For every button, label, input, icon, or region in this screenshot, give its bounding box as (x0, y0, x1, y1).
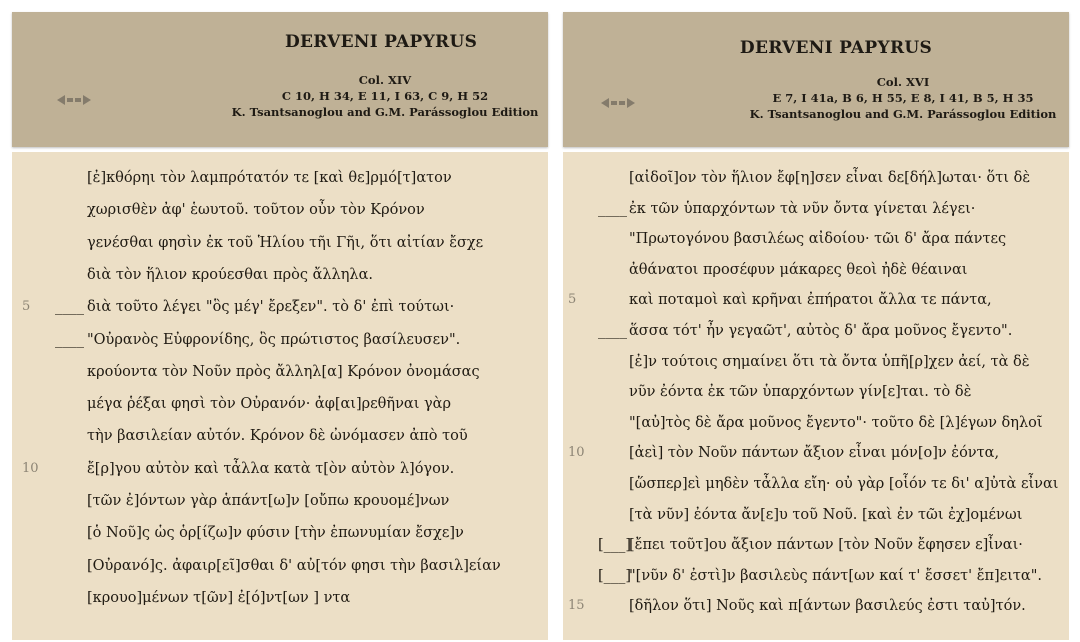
text-line (563, 346, 1069, 378)
text-line (12, 582, 548, 614)
paragraph-mark: ____ (598, 200, 627, 217)
text-line (12, 356, 548, 388)
edition-label: K. Tsantsanoglou and G.M. Parássoglou Edition (231, 105, 539, 119)
text-line (563, 499, 1069, 531)
column-refs: C 10, H 34, E 11, I 63, C 9, H 52 (281, 89, 489, 103)
next-arrow-icon[interactable] (83, 95, 91, 105)
paragraph-mark: [___] (598, 567, 632, 584)
left-header (12, 12, 548, 147)
line-text: διὰ τοῦτο λέγει "ὃς μέγ' ἔρεξεν". τὸ δ' ἐπὶ τούτωι· (87, 299, 455, 316)
column-label: Col. XVI (876, 75, 930, 89)
line-text: [κρουο]μένων τ[ῶν] ἐ[ό]ντ[ων ] ντα (87, 589, 351, 606)
text-line (12, 388, 548, 420)
next-arrow-icon[interactable] (627, 98, 635, 108)
column-info (215, 72, 555, 120)
line-text: [Οὐρανό]ς. ἀφαιρ[εῖ]σθαι δ' αὐ[τόν φησι τὴν βασιλ]είαν (87, 557, 501, 574)
paragraph-mark: ____ (598, 323, 627, 339)
line-text: "[αὐ]τὸς δὲ ἄρα μοῦνος ἔγεντο"· τοῦτο δὲ [λ]έγων δηλοῖ (629, 414, 1043, 431)
line-text: ἀθάνατοι προσέφυν μάκαρες θεοὶ ἠδὲ θέαιναι (629, 261, 968, 278)
edition-label: K. Tsantsanoglou and G.M. Parássoglou Edition (749, 107, 1057, 121)
text-line (12, 324, 548, 356)
page-title: DERVENI PAPYRUS (739, 38, 933, 58)
text-line (563, 284, 1069, 316)
text-line (563, 254, 1069, 286)
text-line (563, 193, 1069, 225)
line-text: [ἐ]κθόρηι τὸν λαμπρότατόν τε [καὶ θε]ρμό[τ]ατον (87, 170, 452, 186)
text-line (12, 194, 548, 226)
line-text: ἐκ τῶν ὑπαρχόντων τὰ νῦν ὄντα γίνεται λέγει· (629, 200, 976, 217)
text-line (563, 315, 1069, 347)
right-panel (563, 12, 1069, 615)
line-text: μέγα ῥέξαι φησὶ τὸν Οὐρανόν· ἀφ[αι]ρεθῆναι γὰρ (87, 396, 451, 413)
line-text: "[νῦν δ' ἐστὶ]ν βασιλεὺς πάντ[ων καί τ' ἔσσετ' ἔπ]ειτα". (629, 567, 1042, 584)
line-text: καὶ ποταμοὶ καὶ κρῆναι ἐπήρατοι ἄλλα τε πάντα, (629, 292, 992, 309)
text-line (563, 468, 1069, 500)
page-title: DERVENI PAPYRUS (285, 32, 478, 52)
next-arrow-stem (619, 101, 625, 105)
text-line (12, 485, 548, 517)
line-text: [ἀεὶ] τὸν Νοῦν πάντων ἄξιον εἶναι μόν[ο]ν ἐόντα, (629, 445, 1000, 462)
line-text: [ὥσπερ]εὶ μηδὲν τἆλλα εἴη· οὐ γὰρ [οἷόν τε δι' α]ὐτὰ εἶναι (629, 476, 1059, 492)
column-refs: E 7, I 41a, B 6, H 55, E 8, I 41, B 5, H 35 (772, 91, 1034, 105)
line-text: τὴν βασιλείαν αὐτόν. Κρόνον δὲ ὠνόμασεν ἀπὸ τοῦ (87, 428, 468, 445)
line-number: 10 (22, 460, 39, 476)
right-nav (601, 98, 635, 108)
next-arrow-stem (75, 98, 81, 102)
left-panel (12, 12, 548, 606)
line-number: 5 (22, 299, 31, 315)
prev-arrow-icon[interactable] (601, 98, 609, 108)
text-line (563, 529, 1069, 561)
line-text: χωρισθὲν ἀφ' ἑωυτοῦ. τοῦτον οὖν τὸν Κρόνον (87, 202, 425, 219)
line-text: [τὰ νῦν] ἐόντα ἄν[ε]υ τοῦ Νοῦ. [καὶ ἐν τῶι ἐχ]ομένωι (629, 506, 1023, 523)
prev-arrow-icon[interactable] (57, 95, 65, 105)
text-line (12, 227, 548, 259)
line-text: "Οὐρανὸς Εὐφρονίδης, ὃς πρώτιστος βασίλευσεν". (87, 331, 461, 348)
text-line (563, 590, 1069, 622)
line-number: 10 (568, 445, 585, 461)
text-line (12, 517, 548, 549)
text-line (12, 259, 548, 291)
line-text: κρούοντα τὸν Νοῦν πρὸς ἄλληλ[α] Κρόνον ὀνομάσας (87, 363, 480, 380)
text-line (563, 376, 1069, 408)
line-text: νῦν ἐόντα ἐκ τῶν ὑπαρχόντων γίν[ε]ται. τὸ δὲ (629, 384, 972, 401)
paragraph-mark: ____ (55, 331, 84, 348)
line-number: 15 (568, 598, 585, 614)
text-line (12, 453, 548, 485)
column-info (733, 74, 1073, 122)
text-line (12, 291, 548, 323)
line-text: διὰ τὸν ἥλιον κρούεσθαι πρὸς ἄλληλα. (87, 266, 374, 283)
text-line (12, 162, 548, 194)
left-text-body (12, 152, 548, 640)
paragraph-mark: ____ (55, 299, 84, 316)
text-line (563, 437, 1069, 469)
text-line (563, 162, 1069, 194)
line-text: [ἐ]ν τούτοις σημαίνει ὅτι τὰ ὄντα ὑπῆ[ρ]χεν ἀεί, τὰ δὲ (629, 353, 1030, 370)
text-line (12, 550, 548, 582)
line-text: [ἔπει τοῦτ]ου ἄξιον πάντων [τὸν Νοῦν ἔφησεν ε]ἶναι· (629, 537, 1023, 554)
line-text: [δῆλον ὅτι] Νοῦς καὶ π[άντων βασιλεύς ἐστι ταὐ]τόν. (629, 598, 1026, 615)
prev-arrow-stem (67, 98, 73, 102)
right-text-body (563, 152, 1069, 640)
line-number: 5 (568, 292, 577, 308)
line-text: [αἰδοῖ]ον τὸν ἥλιον ἔφ[η]σεν εἶναι δε[δήλ]ωται· ὅτι δὲ (629, 170, 1031, 186)
text-line (563, 223, 1069, 255)
line-text: [ὁ Νοῦ]ς ὡς ὁρ[ίζω]ν φύσιν [τὴν ἐπωνυμίαν ἔσχε]ν (87, 525, 464, 542)
line-text: "Πρωτογόνου βασιλέως αἰδοίου· τῶι δ' ἄρα πάντες (629, 231, 1007, 248)
paragraph-mark: [___] (598, 537, 632, 554)
left-nav (57, 95, 91, 105)
text-line (563, 407, 1069, 439)
right-header (563, 12, 1069, 147)
line-text: ἔ[ρ]γου αὐτὸν καὶ τἆλλα κατὰ τ[ὸν αὐτὸν λ]όγον. (87, 460, 455, 477)
prev-arrow-stem (611, 101, 617, 105)
line-text: γενέσθαι φησὶν ἐκ τοῦ Ἡλίου τῆι Γῆι, ὅτι αἰτίαν ἔσχε (87, 234, 484, 251)
text-line (563, 560, 1069, 592)
text-line (12, 420, 548, 452)
column-label: Col. XIV (358, 73, 412, 87)
line-text: [τῶν ἐ]όντων γὰρ ἁπάντ[ω]ν [οὔπω κρουομέ]νων (87, 493, 450, 509)
line-text: ἅσσα τότ' ἦν γεγαῶτ', αὐτὸς δ' ἄρα μοῦνος ἔγεντο". (629, 323, 1013, 339)
